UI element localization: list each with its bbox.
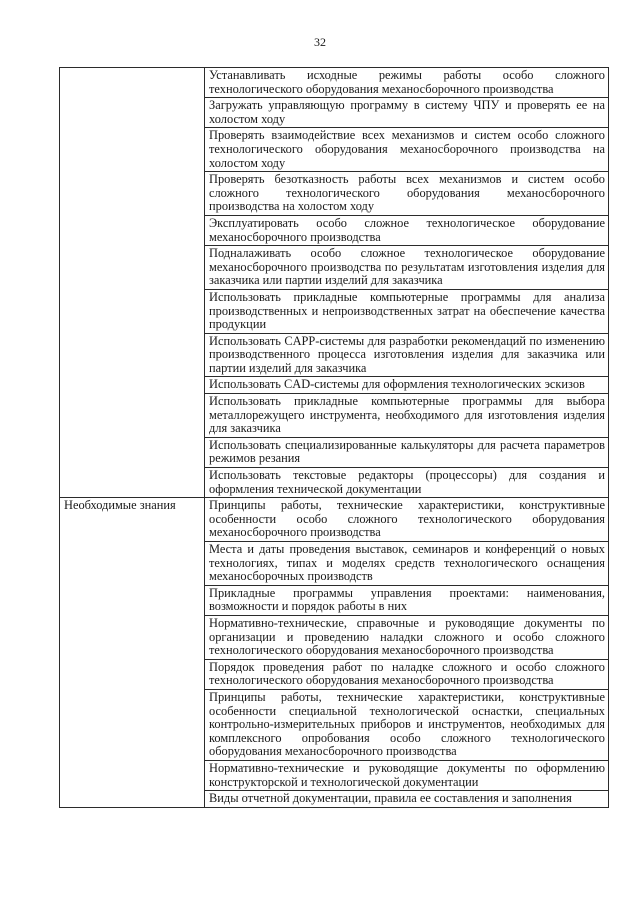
requirement-item: Принципы работы, технические характеристики, конструктивные особенности особо сложного технологического оборудования механосборочного производства: [205, 498, 609, 542]
requirement-item: Использовать текстовые редакторы (процессоры) для создания и оформления технической документации: [205, 468, 609, 498]
requirement-item: Использовать специализированные калькуляторы для расчета параметров режимов резания: [205, 437, 609, 467]
table-row: [60, 498, 609, 542]
requirement-item: Принципы работы, технические характеристики, конструктивные особенности специальной технологической оснастки, специальных контрольно-измерительных приборов и инструментов, необходимых для комплексного опробования особо сложного технологического оборудования механосборочного производства: [205, 689, 609, 760]
requirement-item: Прикладные программы управления проектами: наименования, возможности и порядок работы в них: [205, 585, 609, 615]
section-label-empty: [60, 68, 205, 498]
requirement-item: Использовать CAPP-системы для разработки рекомендаций по изменению производственного процесса изготовления изделия для заказчика или партии изделий для заказчика: [205, 333, 609, 377]
requirement-item: Эксплуатировать особо сложное технологическое оборудование механосборочного производства: [205, 215, 609, 245]
requirement-item: Нормативно-технические, справочные и руководящие документы по организации и проведению наладки сложного и особо сложного технологического оборудования механосборочного производства: [205, 615, 609, 659]
requirements-table-body: [60, 68, 609, 808]
requirement-item: Виды отчетной документации, правила ее составления и заполнения: [205, 791, 609, 808]
requirements-table: [59, 67, 609, 808]
section-label-required-knowledge: Необходимые знания: [60, 498, 205, 807]
table-row: [60, 68, 609, 98]
requirement-item: Использовать прикладные компьютерные программы для выбора металлорежущего инструмента, необходимого для изготовления изделия для заказчика: [205, 394, 609, 438]
page-number: 32: [314, 35, 326, 49]
requirement-item: Устанавливать исходные режимы работы особо сложного технологического оборудования механосборочного производства: [205, 68, 609, 98]
requirement-item: Нормативно-технические и руководящие документы по оформлению конструкторской и технологической документации: [205, 760, 609, 790]
requirement-item: Проверять безотказность работы всех механизмов и систем особо сложного технологического оборудования механосборочного производства на холостом ходу: [205, 172, 609, 216]
requirement-item: Загружать управляющую программу в систему ЧПУ и проверять ее на холостом ходу: [205, 98, 609, 128]
requirement-item: Порядок проведения работ по наладке сложного и особо сложного технологического оборудования механосборочного производства: [205, 659, 609, 689]
requirement-item: Использовать CAD-системы для оформления технологических эскизов: [205, 377, 609, 394]
requirement-item: Использовать прикладные компьютерные программы для анализа производственных и непроизводственных затрат на обеспечение качества продукции: [205, 289, 609, 333]
requirement-item: Места и даты проведения выставок, семинаров и конференций о новых технологиях, типах и моделях средств технологического оснащения механосборочных производств: [205, 542, 609, 586]
requirement-item: Подналаживать особо сложное технологическое оборудование механосборочного производства по результатам изготовления изделия для заказчика или партии изделий для заказчика: [205, 246, 609, 290]
requirement-item: Проверять взаимодействие всех механизмов и систем особо сложного технологического оборудования механосборочного производства на холостом ходу: [205, 128, 609, 172]
